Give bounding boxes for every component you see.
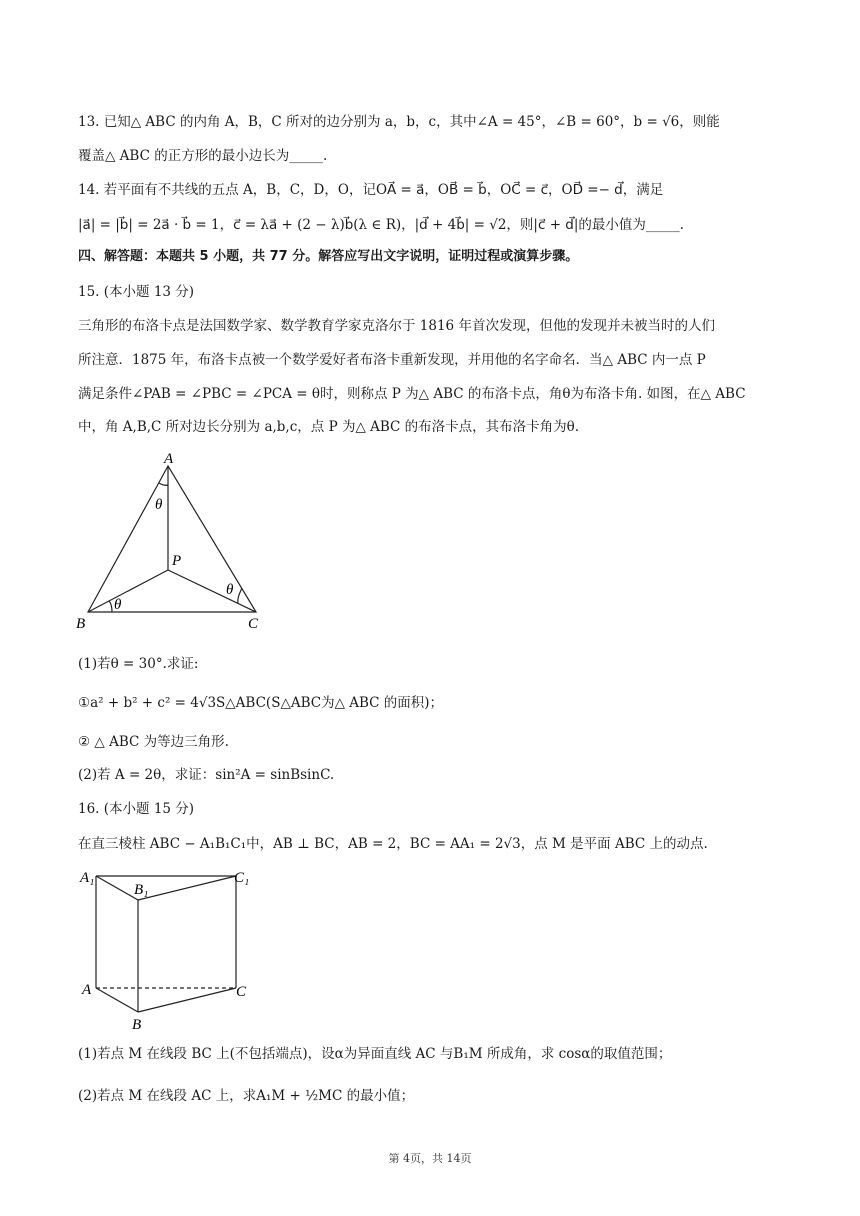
edge-b1c1 (138, 876, 236, 900)
q14-line2: |a⃗| = |b⃗| = 2a⃗ · b⃗ = 1，c⃗ = λa⃗ + (2 − λ)b⃗(λ ∈ R)，|d⃗ + 4b⃗| = √2，则|c⃗ + d⃗|的最小值为_____. (78, 217, 684, 233)
q15-paragraph-line1: 三角形的布洛卡点是法国数学家、数学教育学家克洛尔于 1816 年首次发现，但他的发现并未被当时的人们 (78, 318, 715, 334)
label-c: C (248, 616, 259, 632)
label-c1: C₁ (234, 870, 250, 886)
label-b: B (132, 1017, 142, 1033)
theta-label-b: θ (114, 597, 122, 613)
label-b: B (76, 616, 86, 632)
q15-part2: (2)若 A = 2θ，求证：sin²A = sinBsinC. (78, 767, 335, 783)
q15-part1-item1: ①a² + b² + c² = 4√3S△ABC(S△ABC为△ ABC 的面积)； (78, 695, 444, 711)
edge-bc (138, 988, 236, 1012)
theta-label-c: θ (226, 582, 234, 598)
section-heading: 四、解答题：本题共 5 小题，共 77 分。解答应写出文字说明，证明过程或演算步骤。 (78, 249, 579, 264)
q16-header: 16. (本小题 15 分) (78, 801, 195, 817)
angle-arc-b (109, 601, 112, 612)
q16-part2: (2)若点 M 在线段 AC 上，求A₁M + ½MC 的最小值； (78, 1088, 415, 1104)
brocard-triangle-figure (70, 448, 280, 636)
edge-ab (96, 988, 138, 1012)
q15-paragraph-line2: 所注意．1875 年，布洛卡点被一个数学爱好者布洛卡重新发现，并用他的名字命名．当△ ABC 内一点 P (78, 352, 706, 368)
label-a: A (164, 451, 174, 467)
q13-line1: 13. 已知△ ABC 的内角 A，B，C 所对的边分别为 a，b，c，其中∠A = 45°，∠B = 60°，b = √6，则能 (78, 114, 720, 130)
angle-arc-c (238, 588, 242, 603)
prism-figure (74, 862, 264, 1034)
label-c: C (236, 984, 247, 1000)
q15-paragraph-line3: 满足条件∠PAB = ∠PBC = ∠PCA = θ时，则称点 P 为△ ABC 的布洛卡点，角θ为布洛卡角. 如图，在△ ABC (78, 386, 746, 402)
edge-a1b1 (96, 876, 138, 900)
label-b1: B₁ (134, 882, 149, 898)
label-p: P (172, 553, 182, 569)
q15-part1: (1)若θ = 30°.求证: (78, 656, 199, 672)
angle-arc-a (159, 483, 168, 485)
q16-paragraph: 在直三棱柱 ABC − A₁B₁C₁中，AB ⊥ BC，AB = 2，BC = AA₁ = 2√3，点 M 是平面 ABC 上的动点. (78, 836, 708, 852)
q15-header: 15. (本小题 13 分) (78, 284, 195, 300)
q15-paragraph-line4: 中，角 A,B,C 所对边长分别为 a,b,c，点 P 为△ ABC 的布洛卡点，其布洛卡角为θ. (78, 419, 580, 435)
q14-line1: 14. 若平面有不共线的五点 A，B，C，D，O，记OA⃗ = a⃗，OB⃗ = b⃗，OC⃗ = c⃗，OD⃗ =− d⃗，满足 (78, 182, 664, 198)
page-footer: 第 4页，共 14页 (388, 1152, 472, 1165)
q16-part1: (1)若点 M 在线段 BC 上(不包括端点)，设α为异面直线 AC 与B₁M 所成角，求 cosα的取值范围； (78, 1046, 672, 1062)
q15-part1-item2: ② △ ABC 为等边三角形. (78, 734, 229, 750)
q13-line2: 覆盖△ ABC 的正方形的最小边长为_____. (78, 148, 328, 164)
theta-label-a: θ (155, 497, 163, 513)
label-a: A (82, 982, 92, 998)
label-a1: A₁ (80, 870, 95, 886)
